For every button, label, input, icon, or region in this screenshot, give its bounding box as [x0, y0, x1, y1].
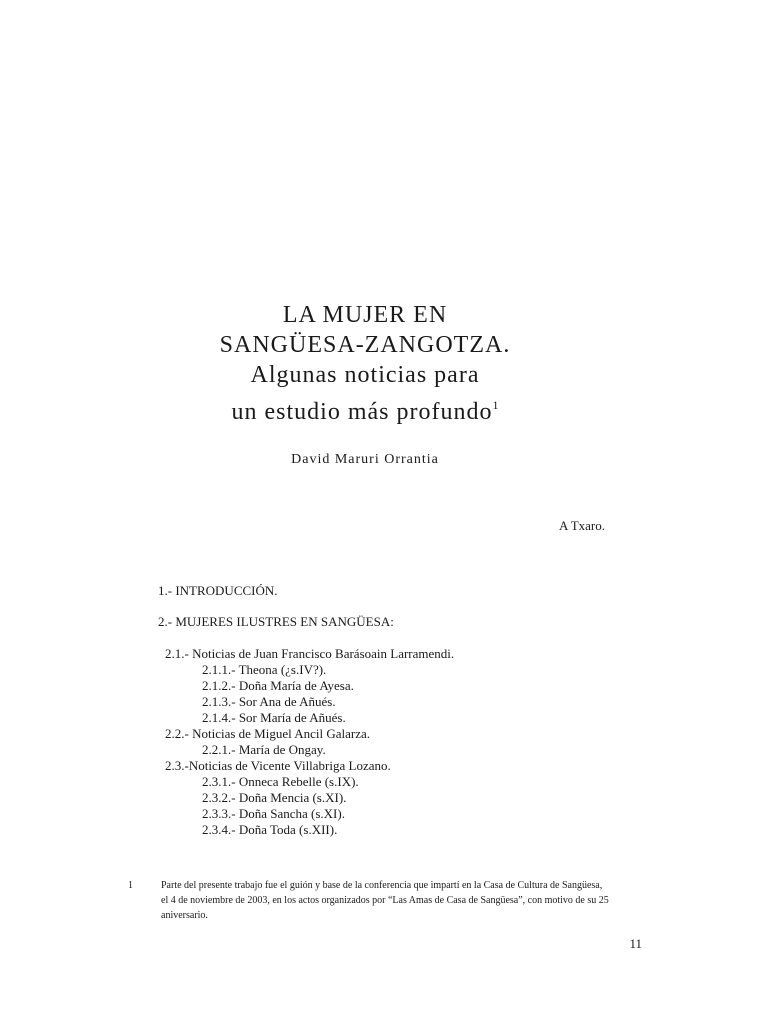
- toc-item-2-3-2: 2.3.2.- Doña Mencia (s.XI).: [202, 790, 347, 805]
- toc-item-2-3-1: 2.3.1.- Onneca Rebelle (s.IX).: [202, 774, 359, 789]
- toc-item-2-1-1: 2.1.1.- Theona (¿s.IV?).: [202, 662, 327, 677]
- toc-item-2-3-3: 2.3.3.- Doña Sancha (s.XI).: [202, 806, 345, 821]
- title-line-4-text: un estudio más profundo: [231, 399, 493, 425]
- author-name: David Maruri Orrantia: [291, 452, 439, 467]
- title-line-1: LA MUJER EN: [282, 302, 448, 328]
- title-line-4: [0, 390, 730, 427]
- title-line-2: SANGÜESA-ZANGOTZA.: [219, 332, 511, 358]
- dedication: A Txaro.: [559, 518, 605, 533]
- toc-section-1: 1.- INTRODUCCIÓN.: [158, 583, 278, 598]
- document-title: [0, 300, 730, 427]
- toc-item-2-3-4: 2.3.4.- Doña Toda (s.XII).: [202, 822, 338, 837]
- toc-item-2-1: 2.1.- Noticias de Juan Francisco Barásoain Larramendi.: [165, 646, 455, 661]
- toc-item-2-1-2: 2.1.2.- Doña María de Ayesa.: [202, 678, 354, 693]
- footnote-number: 1: [128, 880, 133, 891]
- toc-item-2-1-3: 2.1.3.- Sor Ana de Añués.: [202, 694, 336, 709]
- toc-item-2-1-4: 2.1.4.- Sor María de Añués.: [202, 710, 346, 725]
- footnote-text: Parte del presente trabajo fue el guión y base de la conferencia que impartí en la Casa de Cultura de Sangüesa, el 4 de noviembre de 2003, en los actos organizados por “Las Amas de Casa de Sangüesa”, con motivo de su 25 aniversario.: [161, 880, 609, 921]
- title-footnote-ref: 1: [492, 398, 499, 412]
- toc-item-2-2-1: 2.2.1.- María de Ongay.: [202, 742, 326, 757]
- toc-section-2: 2.- MUJERES ILUSTRES EN SANGÜESA:: [158, 614, 394, 629]
- toc-item-2-3: 2.3.-Noticias de Vicente Villabriga Lozano.: [165, 758, 391, 773]
- toc-item-2-2: 2.2.- Noticias de Miguel Ancil Galarza.: [165, 726, 371, 741]
- title-line-3: Algunas noticias para: [250, 362, 480, 388]
- page-number: 11: [629, 936, 642, 951]
